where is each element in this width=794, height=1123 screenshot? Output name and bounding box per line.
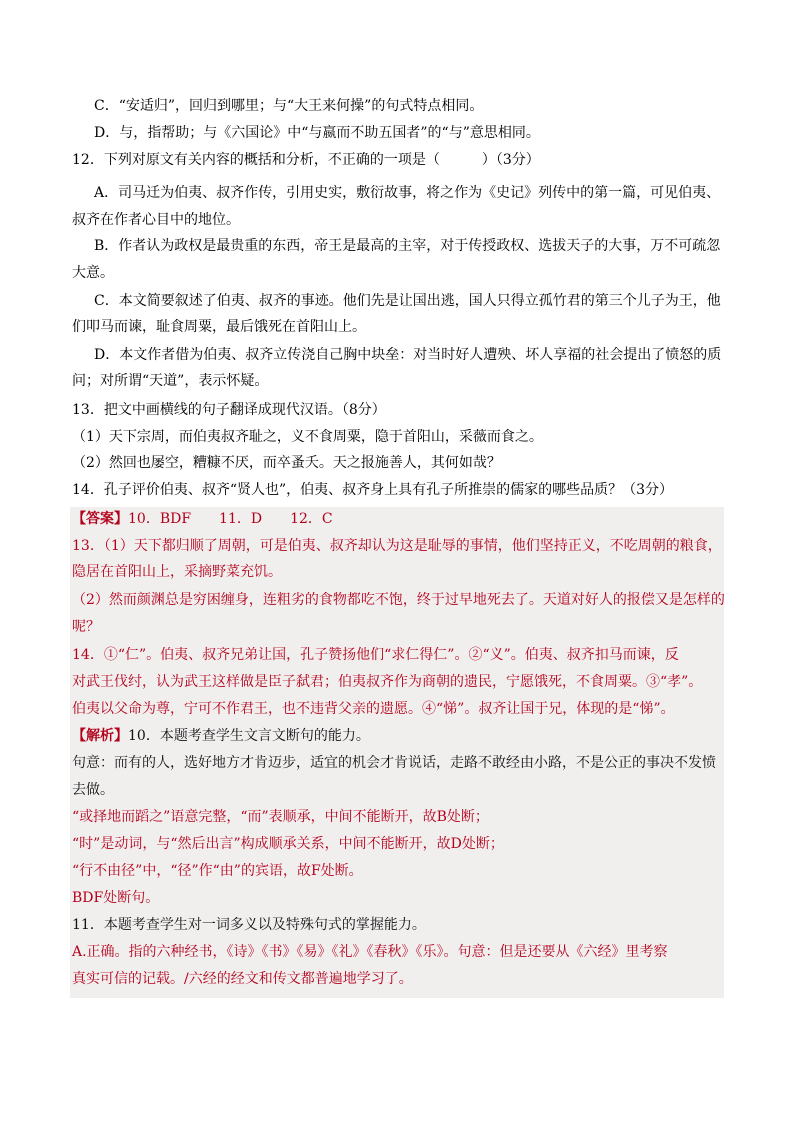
analysis-tag: 【解析】 (72, 728, 128, 744)
q13-sentence-1: （1）天下宗周，而伯夷叔齐耻之，义不食周粟，隐于首阳山，采薇而食之。 (72, 429, 543, 445)
q12-option-b-line1: B．作者认为政权是最贵重的东西，帝王是最高的主宰，对于传授政权、选拔天子的大事，万不可疏忽 (94, 238, 721, 254)
answer-13-line4: 呢？ (72, 619, 100, 635)
q13-stem: 13．把文中画横线的句子翻译成现代汉语。（8分） (72, 402, 386, 418)
answer-13-line2: 隐居在首阳山上，采摘野菜充饥。 (72, 564, 282, 580)
analysis-10-line4: “或择地而蹈之”语意完整，“而”表顺承，中间不能断开，故B处断； (72, 809, 489, 825)
analysis-10-line3: 去做。 (72, 782, 114, 798)
q12-option-c-line1: C．本文简要叙述了伯夷、叔齐的事迹。他们先是让国出逃，国人只得立孤竹君的第三个儿子为王，他 (94, 293, 721, 309)
answer-14-line1: 14．①“仁”。伯夷、叔齐兄弟让国，孔子赞扬他们“求仁得仁”。②“义”。伯夷、叔齐扣马而谏，反 (72, 647, 679, 663)
q12-option-c-line2: 们叩马而谏，耻食周粟，最后饿死在首阳山上。 (72, 319, 366, 335)
analysis-11-line2: A.正确。指的六种经书，《诗》《书》《易》《礼》《春秋》《乐》。句意：但是还要从《六经》里考察 (72, 944, 668, 960)
answer-13-line3: （2）然而颜渊总是穷困缠身，连粗劣的食物都吃不饱，终于过早地死去了。天道对好人的报偿又是怎样的 (72, 592, 725, 608)
answer-tag: 【答案】 (72, 511, 128, 527)
analysis-11-heading: 11．本题考查学生对一词多义以及特殊句式的掌握能力。 (72, 917, 426, 933)
q13-sentence-2: （2）然回也屡空，糟糠不厌，而卒蚤夭。天之报施善人，其何如哉？ (72, 455, 501, 471)
q12-option-a-line1: A．司马迁为伯夷、叔齐作传，引用史实，敷衍故事，将之作为《史记》列传中的第一篇，可见伯夷、 (94, 185, 721, 201)
answer-line-mc (72, 509, 333, 529)
analysis-10-line2: 句意：而有的人，选好地方才肯迈步，适宜的机会才肯说话，走路不敢经由小路，不是公正的事决不发愤 (72, 755, 716, 771)
analysis-10-heading: 10．本题考查学生文言文断句的能力。 (128, 728, 370, 744)
analysis-11-line3: 真实可信的记载。/六经的经文和传文都普遍地学习了。 (72, 971, 413, 987)
q14-stem: 14．孔子评价伯夷、叔齐“贤人也”，伯夷、叔齐身上具有孔子所推崇的儒家的哪些品质？（3分） (72, 482, 674, 498)
analysis-10-line5: “时”是动词，与“然后出言”构成顺承关系，中间不能断开，故D处断； (72, 836, 504, 852)
q12-option-d-line1: D．本文作者借为伯夷、叔齐立传浇自己胸中块垒：对当时好人遭殃、坏人享福的社会提出了愤怒的质 (94, 347, 722, 363)
analysis-line-10 (72, 726, 370, 746)
analysis-10-line6: “行不由径”中，“径”作“由”的宾语，故F处断。 (72, 863, 363, 879)
q12-option-d-line2: 问；对所谓“天道”，表示怀疑。 (72, 373, 269, 389)
analysis-10-line7: BDF处断句。 (72, 890, 160, 906)
q11-option-d: D．与，指帮助；与《六国论》中“与嬴而不助五国者”的“与”意思相同。 (94, 125, 540, 141)
answer-14-line2: 对武王伐纣，认为武王这样做是臣子弑君；伯夷叔齐作为商朝的遗民，宁愿饿死，不食周粟。③“孝”。 (72, 674, 703, 690)
answer-14-line3: 伯夷以父命为尊，宁可不作君王，也不违背父亲的遗愿。④“悌”。叔齐让国于兄，体现的是“悌”。 (72, 701, 675, 717)
answer-mc: 10．BDF 11．D 12．C (128, 511, 333, 527)
q12-option-a-line2: 叔齐在作者心目中的地位。 (72, 212, 240, 228)
q11-option-c: C．“安适归”，回归到哪里；与“大王来何操”的句式特点相同。 (94, 98, 484, 114)
q12-stem: 12．下列对原文有关内容的概括和分析，不正确的一项是（ ）（3分） (72, 152, 540, 168)
q12-option-b-line2: 大意。 (72, 265, 114, 281)
answer-13-line1: 13．（1）天下都归顺了周朝，可是伯夷、叔齐却认为这是耻辱的事情，他们坚持正义，不吃周朝的粮食， (72, 538, 722, 554)
